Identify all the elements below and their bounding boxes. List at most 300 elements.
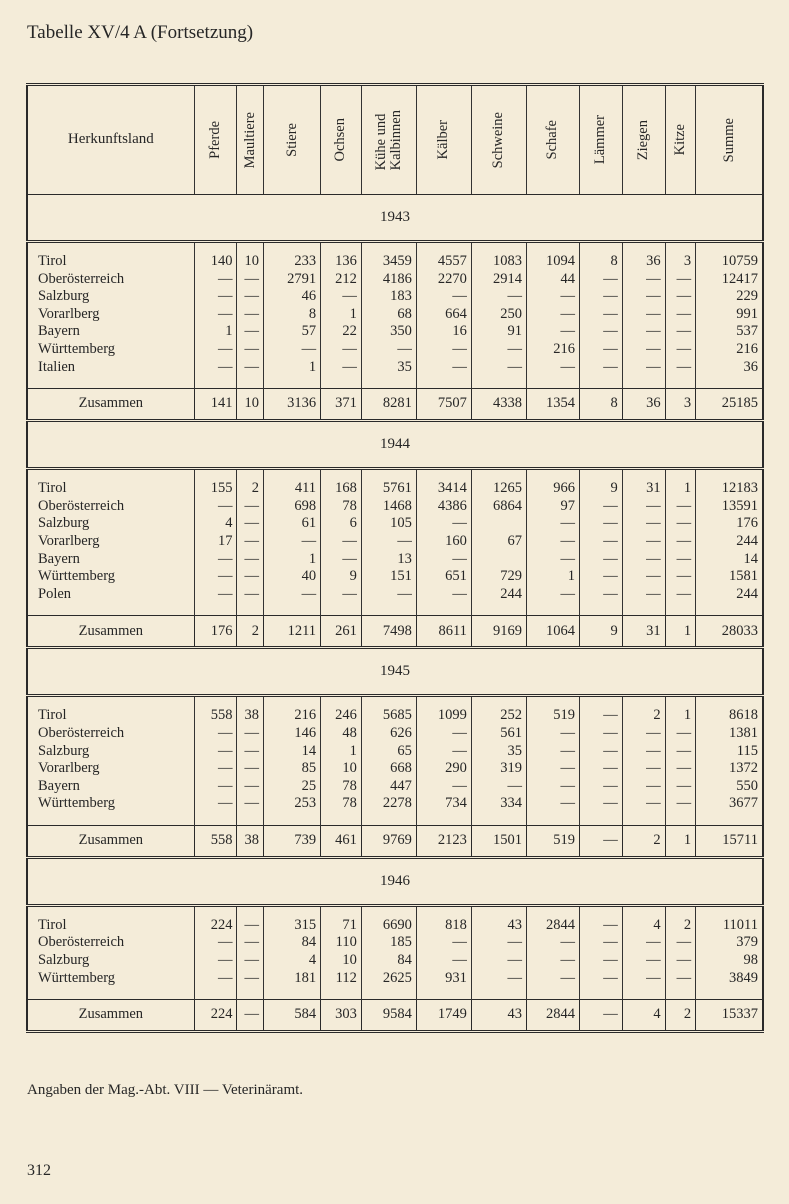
spacer-cell [321, 696, 362, 708]
spacer-cell [361, 469, 416, 481]
value-cell: 4 [263, 952, 320, 970]
table-row [27, 271, 763, 289]
total-row [27, 616, 763, 648]
origin-cell: Württemberg [27, 568, 194, 586]
spacer-cell [321, 469, 362, 481]
spacer-cell [321, 376, 362, 389]
value-cell: — [579, 306, 622, 324]
value-cell: — [526, 306, 579, 324]
value-cell: — [237, 288, 264, 306]
column-header: Pferde [194, 85, 237, 195]
value-cell: — [237, 778, 264, 796]
value-cell: — [526, 288, 579, 306]
value-cell: 447 [361, 778, 416, 796]
column-header: Kitze [665, 85, 696, 195]
value-cell: 2844 [526, 917, 579, 935]
spacer-cell [237, 813, 264, 826]
spacer-cell [361, 813, 416, 826]
total-value-cell: 2 [237, 616, 264, 648]
value-cell: 253 [263, 795, 320, 813]
value-cell: — [526, 533, 579, 551]
total-value-cell: 1749 [416, 1000, 471, 1032]
column-header: Summe [696, 85, 763, 195]
total-value-cell: 31 [622, 616, 665, 648]
value-cell: 3414 [416, 480, 471, 498]
value-cell: — [416, 952, 471, 970]
value-cell: 1 [526, 568, 579, 586]
page-number: 312 [27, 1162, 51, 1179]
value-cell: 1083 [471, 253, 526, 271]
value-cell: 36 [696, 359, 763, 377]
value-cell: 151 [361, 568, 416, 586]
value-cell: 97 [526, 498, 579, 516]
value-cell: — [237, 533, 264, 551]
value-cell: — [361, 341, 416, 359]
value-cell: — [622, 568, 665, 586]
spacer-cell [622, 696, 665, 708]
year-row [27, 857, 763, 905]
spacer-cell [416, 813, 471, 826]
value-cell: — [526, 760, 579, 778]
value-cell: 36 [622, 253, 665, 271]
page-title: Tabelle XV/4 A (Fortsetzung) [27, 22, 254, 43]
spacer-cell [696, 813, 763, 826]
spacer-cell [361, 242, 416, 254]
spacer-cell [416, 987, 471, 1000]
origin-cell: Oberösterreich [27, 725, 194, 743]
table-row [27, 253, 763, 271]
spacer-cell [471, 696, 526, 708]
spacer-cell [665, 905, 696, 917]
spacer-row [27, 905, 763, 917]
total-value-cell: 2123 [416, 825, 471, 857]
value-cell: — [579, 586, 622, 604]
value-cell: 558 [194, 707, 237, 725]
value-cell: — [526, 551, 579, 569]
value-cell: — [622, 498, 665, 516]
value-cell: — [665, 725, 696, 743]
total-value-cell: 3 [665, 389, 696, 421]
value-cell: — [237, 725, 264, 743]
value-cell: 10 [321, 952, 362, 970]
value-cell: 550 [696, 778, 763, 796]
value-cell: 244 [696, 533, 763, 551]
value-cell: 1 [194, 323, 237, 341]
spacer-cell [416, 242, 471, 254]
value-cell: — [579, 743, 622, 761]
total-value-cell: 1 [665, 616, 696, 648]
spacer-cell [321, 987, 362, 1000]
value-cell: 43 [471, 917, 526, 935]
total-value-cell: 1354 [526, 389, 579, 421]
value-cell: 11011 [696, 917, 763, 935]
value-cell: 98 [696, 952, 763, 970]
total-value-cell: 7498 [361, 616, 416, 648]
value-cell: 334 [471, 795, 526, 813]
value-cell: — [263, 533, 320, 551]
value-cell: — [526, 323, 579, 341]
value-cell: 411 [263, 480, 320, 498]
spacer-cell [579, 603, 622, 616]
value-cell: — [194, 498, 237, 516]
value-cell: — [579, 533, 622, 551]
value-cell: — [263, 586, 320, 604]
spacer-cell [471, 987, 526, 1000]
year-label: 1945 [27, 648, 763, 696]
value-cell: — [194, 586, 237, 604]
value-cell [471, 515, 526, 533]
value-cell: — [321, 359, 362, 377]
total-value-cell: 4 [622, 1000, 665, 1032]
spacer-cell [237, 242, 264, 254]
spacer-cell [361, 987, 416, 1000]
value-cell: — [579, 515, 622, 533]
spacer-row [27, 696, 763, 708]
spacer-cell [263, 696, 320, 708]
total-value-cell: 1 [665, 825, 696, 857]
total-label: Zusammen [27, 616, 194, 648]
value-cell: 46 [263, 288, 320, 306]
value-cell: 115 [696, 743, 763, 761]
total-value-cell: 371 [321, 389, 362, 421]
value-cell: — [237, 743, 264, 761]
spacer-cell [194, 813, 237, 826]
total-value-cell: 9769 [361, 825, 416, 857]
spacer-cell [194, 905, 237, 917]
value-cell: — [237, 341, 264, 359]
total-value-cell: 584 [263, 1000, 320, 1032]
value-cell: 22 [321, 323, 362, 341]
spacer-cell [321, 242, 362, 254]
value-cell: 1099 [416, 707, 471, 725]
value-cell: 250 [471, 306, 526, 324]
column-header: Maultiere [237, 85, 264, 195]
spacer-cell [622, 376, 665, 389]
value-cell: — [622, 778, 665, 796]
table-row [27, 306, 763, 324]
value-cell: 78 [321, 778, 362, 796]
value-cell: 1372 [696, 760, 763, 778]
spacer-cell [237, 469, 264, 481]
table-row [27, 952, 763, 970]
value-cell: — [579, 568, 622, 586]
value-cell: 4186 [361, 271, 416, 289]
origin-cell: Bayern [27, 323, 194, 341]
value-cell: — [361, 586, 416, 604]
total-value-cell: 141 [194, 389, 237, 421]
total-value-cell: 15337 [696, 1000, 763, 1032]
value-cell: — [579, 760, 622, 778]
value-cell: — [237, 323, 264, 341]
total-value-cell: 8611 [416, 616, 471, 648]
origin-cell: Vorarlberg [27, 533, 194, 551]
table-row [27, 323, 763, 341]
spacer-cell [27, 813, 194, 826]
value-cell: 3677 [696, 795, 763, 813]
value-cell: 626 [361, 725, 416, 743]
value-cell: 9 [579, 480, 622, 498]
value-cell: — [622, 323, 665, 341]
table-row [27, 551, 763, 569]
origin-cell: Salzburg [27, 515, 194, 533]
value-cell: — [622, 970, 665, 988]
value-cell: 1094 [526, 253, 579, 271]
year-row [27, 648, 763, 696]
spacer-cell [622, 242, 665, 254]
spacer-cell [622, 987, 665, 1000]
value-cell: — [579, 917, 622, 935]
value-cell: — [622, 725, 665, 743]
value-cell: — [194, 743, 237, 761]
value-cell: 966 [526, 480, 579, 498]
spacer-cell [27, 905, 194, 917]
spacer-cell [665, 242, 696, 254]
column-header: Schweine [471, 85, 526, 195]
value-cell: — [665, 306, 696, 324]
value-cell: — [237, 760, 264, 778]
value-cell: 216 [263, 707, 320, 725]
spacer-cell [263, 987, 320, 1000]
year-row [27, 421, 763, 469]
spacer-cell [526, 813, 579, 826]
spacer-cell [361, 905, 416, 917]
spacer-cell [194, 242, 237, 254]
value-cell: 2791 [263, 271, 320, 289]
value-cell: — [622, 271, 665, 289]
value-cell: — [665, 743, 696, 761]
spacer-cell [526, 987, 579, 1000]
value-cell: 78 [321, 498, 362, 516]
total-value-cell: 8 [579, 389, 622, 421]
value-cell: 8 [263, 306, 320, 324]
spacer-cell [237, 603, 264, 616]
value-cell: — [665, 934, 696, 952]
value-cell: — [194, 778, 237, 796]
total-row [27, 825, 763, 857]
value-cell: — [526, 586, 579, 604]
value-cell: 664 [416, 306, 471, 324]
column-header: Ochsen [321, 85, 362, 195]
spacer-cell [622, 905, 665, 917]
table-row [27, 970, 763, 988]
value-cell: — [416, 515, 471, 533]
value-cell: — [665, 952, 696, 970]
value-cell: — [237, 934, 264, 952]
value-cell: 246 [321, 707, 362, 725]
value-cell: — [321, 586, 362, 604]
value-cell: — [471, 778, 526, 796]
value-cell: — [194, 760, 237, 778]
value-cell: 40 [263, 568, 320, 586]
value-cell: — [416, 359, 471, 377]
livestock-origin-table [26, 83, 764, 1033]
value-cell: — [579, 778, 622, 796]
spacer-row [27, 813, 763, 826]
spacer-cell [526, 376, 579, 389]
value-cell: 818 [416, 917, 471, 935]
value-cell: — [194, 568, 237, 586]
source-footnote: Angaben der Mag.-Abt. VIII — Veterinäramt. [27, 1082, 304, 1098]
spacer-cell [471, 905, 526, 917]
spacer-cell [622, 813, 665, 826]
value-cell: — [622, 306, 665, 324]
table-row [27, 533, 763, 551]
value-cell: — [194, 271, 237, 289]
value-cell: 4 [194, 515, 237, 533]
value-cell: — [526, 515, 579, 533]
total-value-cell: 1064 [526, 616, 579, 648]
value-cell: 13591 [696, 498, 763, 516]
value-cell: 6 [321, 515, 362, 533]
spacer-cell [665, 603, 696, 616]
value-cell: 315 [263, 917, 320, 935]
value-cell: 78 [321, 795, 362, 813]
value-cell: — [526, 970, 579, 988]
origin-cell: Tirol [27, 480, 194, 498]
spacer-cell [579, 987, 622, 1000]
value-cell: 6690 [361, 917, 416, 935]
value-cell: — [237, 498, 264, 516]
value-cell: — [622, 760, 665, 778]
value-cell: — [321, 341, 362, 359]
value-cell: 244 [696, 586, 763, 604]
table-row [27, 795, 763, 813]
spacer-cell [526, 242, 579, 254]
value-cell: 668 [361, 760, 416, 778]
value-cell: 2 [622, 707, 665, 725]
total-row [27, 1000, 763, 1032]
total-value-cell: 43 [471, 1000, 526, 1032]
table-row [27, 707, 763, 725]
spacer-cell [416, 905, 471, 917]
value-cell: 35 [471, 743, 526, 761]
value-cell: 2625 [361, 970, 416, 988]
value-cell: 2 [665, 917, 696, 935]
value-cell: — [579, 934, 622, 952]
table-row [27, 743, 763, 761]
value-cell: 168 [321, 480, 362, 498]
value-cell: 1 [321, 306, 362, 324]
value-cell: 16 [416, 323, 471, 341]
value-cell: 65 [361, 743, 416, 761]
value-cell: — [622, 952, 665, 970]
value-cell: 6864 [471, 498, 526, 516]
value-cell: 10 [321, 760, 362, 778]
value-cell [471, 551, 526, 569]
value-cell: — [579, 551, 622, 569]
value-cell: 519 [526, 707, 579, 725]
value-cell: — [665, 271, 696, 289]
spacer-cell [471, 813, 526, 826]
spacer-cell [321, 603, 362, 616]
value-cell: 160 [416, 533, 471, 551]
spacer-cell [194, 696, 237, 708]
spacer-cell [263, 905, 320, 917]
spacer-cell [471, 242, 526, 254]
value-cell: 17 [194, 533, 237, 551]
spacer-cell [622, 469, 665, 481]
spacer-cell [27, 987, 194, 1000]
value-cell: 112 [321, 970, 362, 988]
spacer-cell [237, 987, 264, 1000]
total-value-cell: 2 [665, 1000, 696, 1032]
spacer-cell [696, 696, 763, 708]
value-cell: — [471, 952, 526, 970]
spacer-cell [696, 905, 763, 917]
year-row [27, 195, 763, 242]
origin-cell: Oberösterreich [27, 271, 194, 289]
spacer-cell [194, 376, 237, 389]
origin-cell: Württemberg [27, 970, 194, 988]
column-header: Kühe und Kalbinnen [361, 85, 416, 195]
value-cell: 35 [361, 359, 416, 377]
value-cell: — [237, 917, 264, 935]
spacer-cell [696, 469, 763, 481]
value-cell: — [665, 778, 696, 796]
value-cell: — [194, 359, 237, 377]
value-cell: — [237, 515, 264, 533]
value-cell: — [579, 288, 622, 306]
value-cell: — [579, 795, 622, 813]
value-cell: 212 [321, 271, 362, 289]
value-cell: 71 [321, 917, 362, 935]
total-value-cell: 4338 [471, 389, 526, 421]
total-value-cell: 36 [622, 389, 665, 421]
value-cell: — [579, 725, 622, 743]
value-cell: — [665, 359, 696, 377]
spacer-cell [361, 696, 416, 708]
value-cell: — [526, 952, 579, 970]
value-cell: 350 [361, 323, 416, 341]
value-cell: 136 [321, 253, 362, 271]
value-cell: — [321, 533, 362, 551]
spacer-cell [579, 905, 622, 917]
table-row [27, 359, 763, 377]
value-cell: 44 [526, 271, 579, 289]
value-cell: 12183 [696, 480, 763, 498]
value-cell: — [237, 952, 264, 970]
value-cell: — [622, 359, 665, 377]
value-cell: 12417 [696, 271, 763, 289]
spacer-cell [526, 469, 579, 481]
total-value-cell: 1501 [471, 825, 526, 857]
value-cell: 4386 [416, 498, 471, 516]
value-cell: — [471, 288, 526, 306]
spacer-cell [665, 813, 696, 826]
value-cell: 734 [416, 795, 471, 813]
value-cell: — [622, 743, 665, 761]
spacer-cell [27, 696, 194, 708]
value-cell: — [471, 934, 526, 952]
value-cell: 1381 [696, 725, 763, 743]
value-cell: — [416, 551, 471, 569]
origin-cell: Vorarlberg [27, 306, 194, 324]
value-cell: — [526, 795, 579, 813]
value-cell: — [622, 341, 665, 359]
value-cell: — [579, 970, 622, 988]
spacer-cell [579, 242, 622, 254]
spacer-cell [361, 603, 416, 616]
value-cell: — [194, 306, 237, 324]
origin-cell: Württemberg [27, 341, 194, 359]
value-cell: — [237, 306, 264, 324]
spacer-cell [471, 469, 526, 481]
spacer-cell [665, 696, 696, 708]
total-label: Zusammen [27, 1000, 194, 1032]
value-cell: 5685 [361, 707, 416, 725]
value-cell: 91 [471, 323, 526, 341]
value-cell: 14 [263, 743, 320, 761]
